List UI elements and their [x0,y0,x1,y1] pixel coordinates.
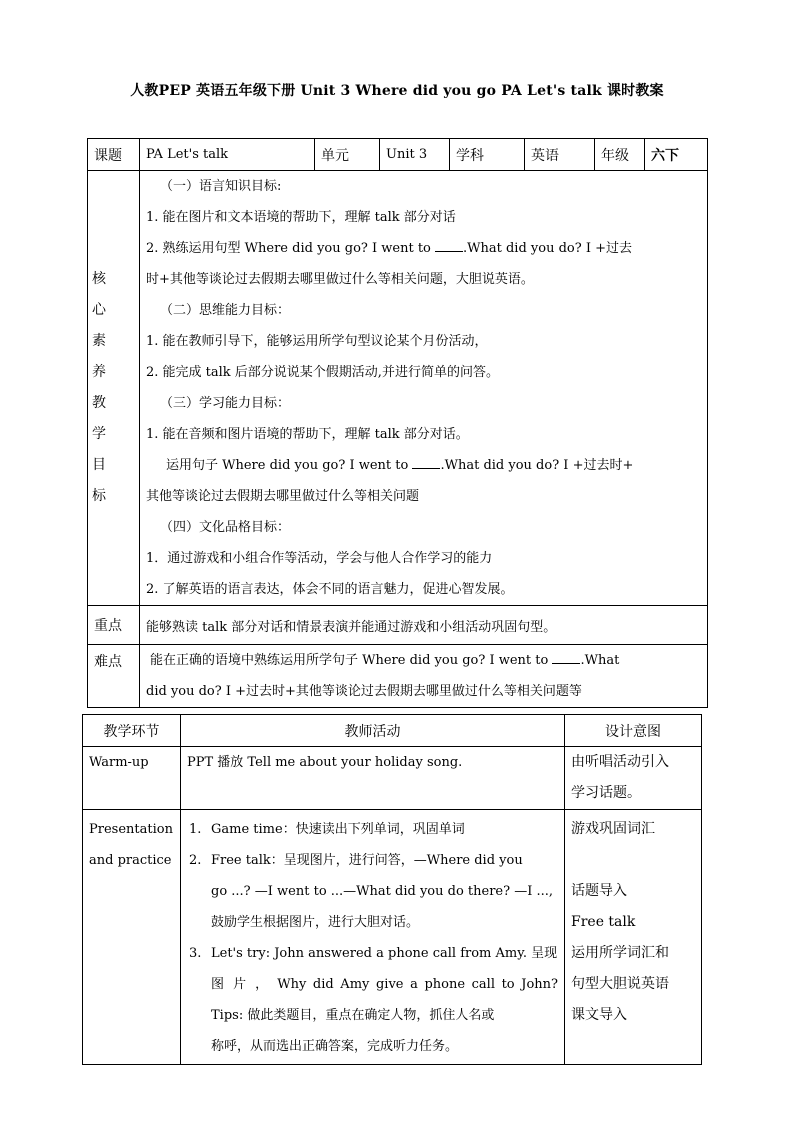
grade-label: 年级 [595,139,645,171]
intent-line: 游戏巩固词汇 [571,821,655,837]
difficulty-line: did you do? I +过去时+其他等谈论过去假期去哪里做过什么等相关问题等 [146,684,582,699]
intent-line [571,845,695,876]
page-title: 人教PEP 英语五年级下册 Unit 3 Where did you go PA Let's talk 课时教案 [130,83,664,99]
activity-line: Free talk：呈现图片，进行问答，—Where did you [211,853,523,868]
activity-item [187,845,558,938]
goal-line: 1. 能在图片和文本语境的帮助下，理解 talk 部分对话 [146,210,456,225]
activity-item [187,938,558,1062]
goal-line: 1. 能在教师引导下，能够运用所学句型议论某个月份活动， [146,334,488,349]
unit-label: 单元 [315,139,380,171]
section-title: （四）文化品格目标： [160,520,291,535]
difficulty-line: 能在正确的语境中熟练运用所学句子 Where did you go? I went to .What [150,653,620,668]
presentation-activities [181,810,565,1065]
difficulty-label: 难点 [88,645,140,708]
core-goals-content [140,171,708,606]
subject-value: 英语 [525,139,595,171]
presentation-row [83,810,702,1065]
intent-line: 句型大胆说英语 [571,976,669,992]
activity-line: 鼓励学生根据图片，进行大胆对话。 [211,915,420,930]
core-label-line: 教学 [92,395,114,442]
presentation-stage: Presentation and practice [83,810,181,1065]
fill-blank [435,241,463,252]
section-title: （三）学习能力目标： [160,396,291,411]
warmup-stage: Warm-up [83,747,181,810]
intent-line: 运用所学词汇和 [571,945,669,961]
difficulty-content [140,645,708,708]
intent-line: 课文导入 [571,1007,627,1023]
goal-line: 运用句子 Where did you go? I went to .What did you do? I +过去时+ [166,458,634,473]
activity-line: Game time：快速读出下列单词，巩固单词 [211,822,465,837]
goal-line: 其他等谈论过去假期去哪里做过什么等相关问题 [146,489,420,504]
activity-line: go ...? —I went to ...—What did you do there? —I ..., [211,884,554,899]
activity-list [187,814,558,1062]
goal-line: 1．通过游戏和小组合作等活动，学会与他人合作学习的能力 [146,551,493,566]
activity-number: 3. [189,946,202,961]
lesson-info-table [87,138,708,708]
activity-header: 教师活动 [181,715,565,747]
warmup-activity: PPT 播放 Tell me about your holiday song. [181,747,565,810]
unit-value: Unit 3 [380,139,450,171]
stage-header: 教学环节 [83,715,181,747]
warmup-row [83,747,702,810]
activity-item [187,814,558,845]
activity-line: Let's try: John answered a phone call from Amy. 呈现 [211,946,558,961]
section-title: （一）语言知识目标: [160,179,282,194]
warmup-intent: 由听唱活动引入 学习话题。 [565,747,702,810]
topic-label: 课题 [88,139,140,171]
difficulty-row [88,645,708,708]
goal-line: 2. 能完成 talk 后部分说说某个假期活动,并进行简单的问答。 [146,365,499,380]
activity-number: 2. [189,853,202,868]
goal-line: 时+其他等谈论过去假期去哪里做过什么等相关问题，大胆说英语。 [146,272,534,287]
goal-line: 2. 了解英语的语言表达，体会不同的语言魅力，促进心智发展。 [146,582,514,597]
key-point-label: 重点 [88,606,140,645]
goal-line: 2. 熟练运用句型 Where did you go? I went to .What did you do? I +过去 [146,241,632,256]
section-title: （二）思维能力目标： [160,303,291,318]
core-label-line: 素养 [92,333,114,380]
key-point-text: 能够熟读 talk 部分对话和情景表演并能通过游戏和小组活动巩固句型。 [140,606,708,645]
process-header-row [83,715,702,747]
presentation-intent [565,810,702,1065]
grade-value: 六下 [645,139,708,171]
core-label-line: 核心 [92,271,114,318]
key-point-row [88,606,708,645]
subject-label: 学科 [450,139,525,171]
intent-header: 设计意图 [565,715,702,747]
goal-line: 1. 能在音频和图片语境的帮助下，理解 talk 部分对话。 [146,427,469,442]
intent-list [571,814,695,1031]
core-goals-label [88,171,140,606]
core-label-line: 目标 [92,457,114,504]
info-row [88,139,708,171]
fill-blank [552,653,580,664]
fill-blank [412,458,440,469]
topic-value: PA Let's talk [140,139,315,171]
intent-line: Free talk [571,914,636,930]
activity-line: 图 片 ， Why did Amy give a phone call to John? [211,977,558,992]
teaching-process-table [82,714,702,1065]
intent-line: 话题导入 [571,883,627,899]
activity-number: 1. [189,822,202,837]
core-goals-row [88,171,708,606]
activity-line: 称呼，从而选出正确答案，完成听力任务。 [211,1039,459,1054]
activity-line: Tips: 做此类题目，重点在确定人物，抓住人名或 [211,1008,495,1023]
